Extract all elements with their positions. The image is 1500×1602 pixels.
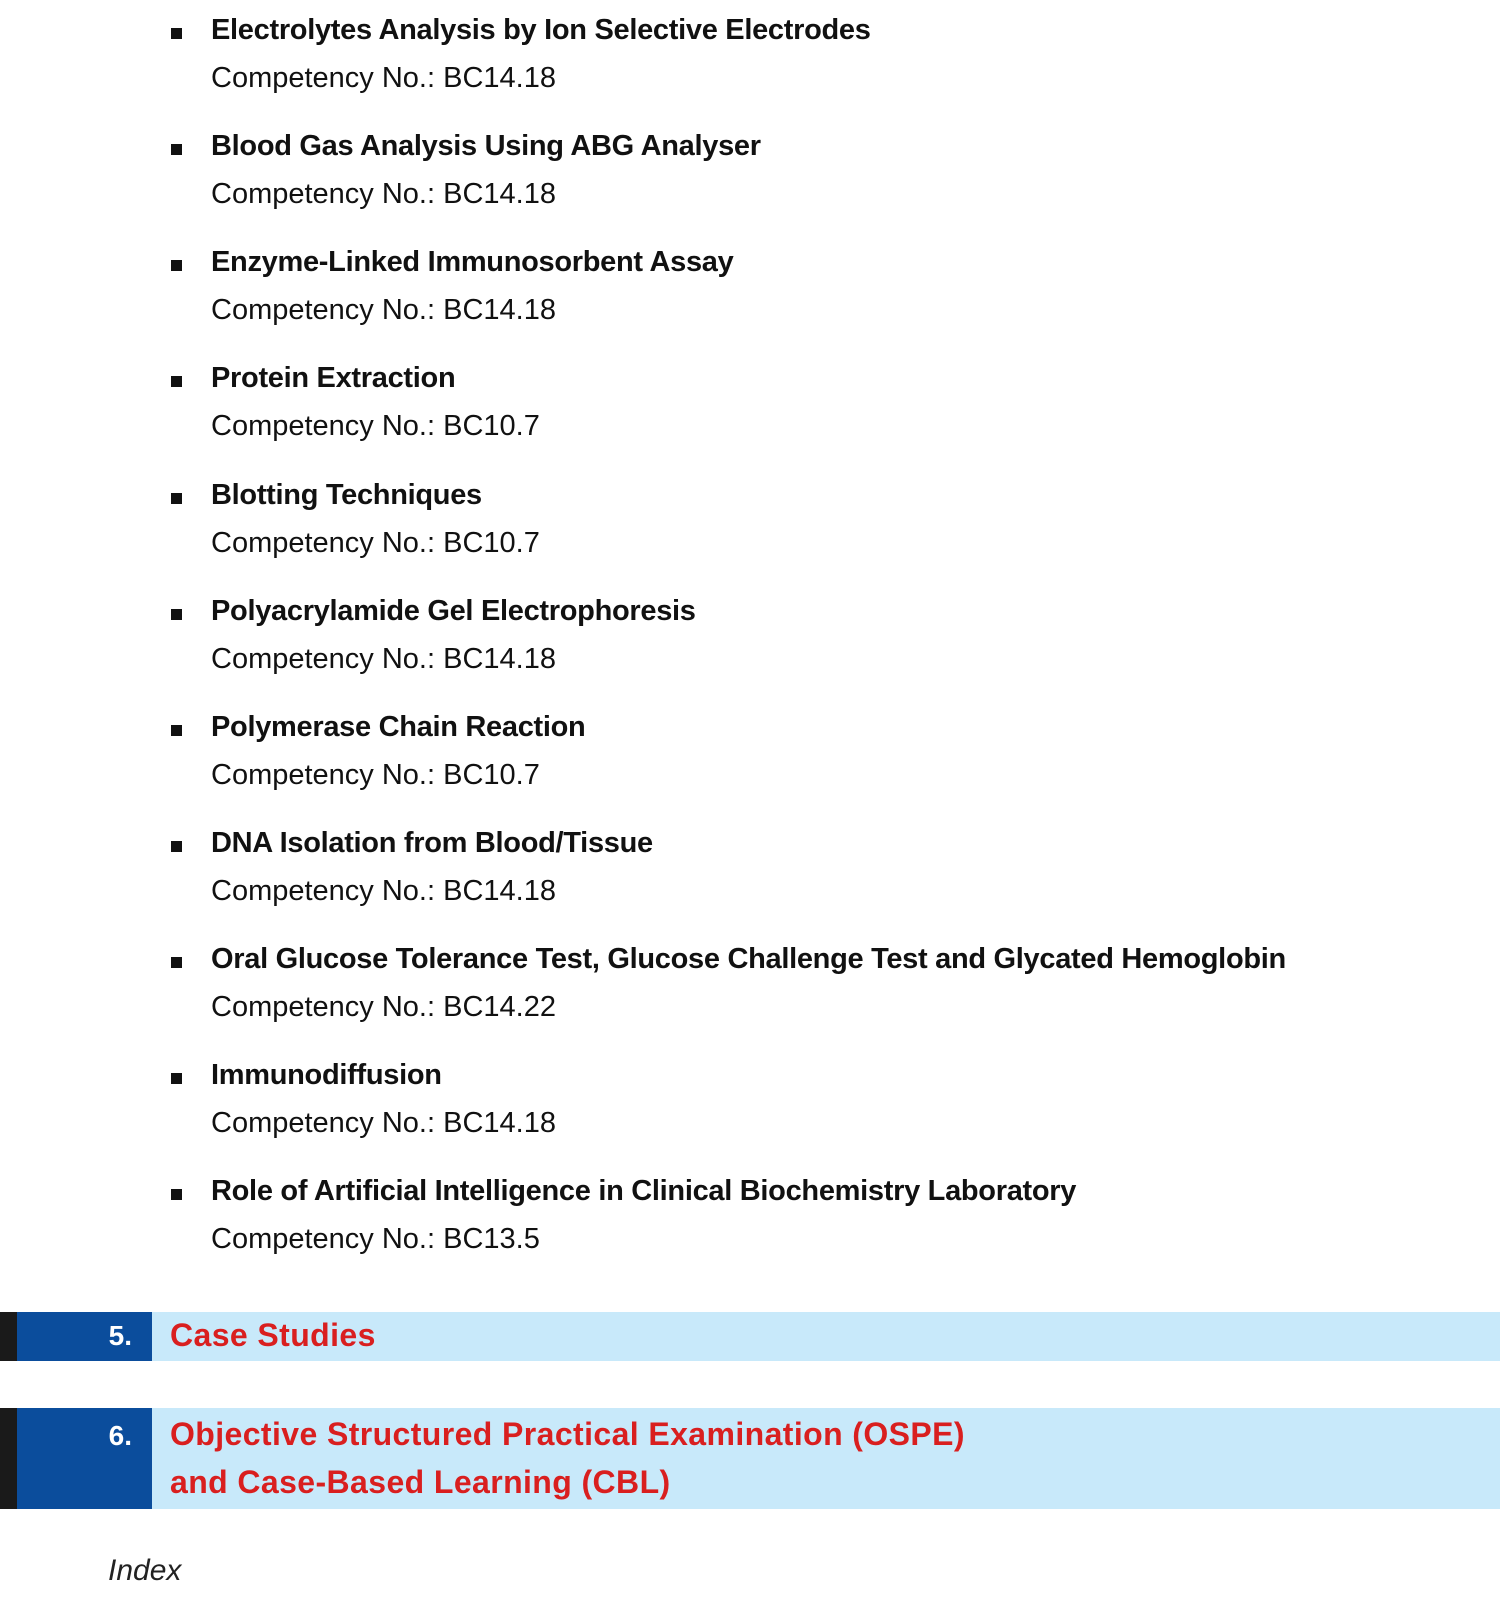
square-bullet-icon xyxy=(171,1073,182,1084)
square-bullet-icon xyxy=(171,144,182,155)
section-title: Case Studies xyxy=(170,1317,376,1353)
item-competency: Competency No.: BC14.18 xyxy=(211,62,556,94)
square-bullet-icon xyxy=(171,609,182,620)
list-item[interactable] xyxy=(0,232,1500,342)
item-title: Electrolytes Analysis by Ion Selective Electrodes xyxy=(211,14,871,46)
section-edge-bar xyxy=(0,1408,17,1509)
item-competency: Competency No.: BC14.18 xyxy=(211,294,556,326)
list-item[interactable] xyxy=(0,1161,1500,1271)
item-competency: Competency No.: BC10.7 xyxy=(211,759,540,791)
item-competency: Competency No.: BC14.18 xyxy=(211,1107,556,1139)
item-competency: Competency No.: BC14.18 xyxy=(211,178,556,210)
section-heading-5[interactable] xyxy=(0,1312,1500,1361)
section-number: 5. xyxy=(108,1320,132,1351)
index-link[interactable]: Index xyxy=(108,1554,182,1587)
square-bullet-icon xyxy=(171,957,182,968)
item-title: Protein Extraction xyxy=(211,362,456,394)
item-title: Oral Glucose Tolerance Test, Glucose Challenge Test and Glycated Hemoglobin xyxy=(211,943,1286,975)
section-title-line-1: Objective Structured Practical Examination (OSPE) xyxy=(170,1416,965,1452)
square-bullet-icon xyxy=(171,841,182,852)
section-number-box xyxy=(17,1312,152,1361)
item-title: Immunodiffusion xyxy=(211,1059,442,1091)
section-edge-bar xyxy=(0,1312,17,1361)
square-bullet-icon xyxy=(171,260,182,271)
item-competency: Competency No.: BC13.5 xyxy=(211,1223,540,1255)
item-competency: Competency No.: BC10.7 xyxy=(211,527,540,559)
section-title-line-2: and Case-Based Learning (CBL) xyxy=(170,1464,671,1500)
list-item[interactable] xyxy=(0,465,1500,575)
item-competency: Competency No.: BC14.18 xyxy=(211,875,556,907)
list-item[interactable] xyxy=(0,929,1500,1039)
item-title: Polyacrylamide Gel Electrophoresis xyxy=(211,595,696,627)
item-title: Blood Gas Analysis Using ABG Analyser xyxy=(211,130,761,162)
list-item[interactable] xyxy=(0,1045,1500,1155)
section-heading-6[interactable] xyxy=(0,1408,1500,1509)
list-item[interactable] xyxy=(0,813,1500,923)
item-competency: Competency No.: BC14.18 xyxy=(211,643,556,675)
item-title: Polymerase Chain Reaction xyxy=(211,711,586,743)
item-competency: Competency No.: BC14.22 xyxy=(211,991,556,1023)
list-item[interactable] xyxy=(0,348,1500,458)
list-item[interactable] xyxy=(0,116,1500,226)
item-competency: Competency No.: BC10.7 xyxy=(211,410,540,442)
item-title: Enzyme-Linked Immunosorbent Assay xyxy=(211,246,734,278)
square-bullet-icon xyxy=(171,1189,182,1200)
section-number: 6. xyxy=(108,1420,132,1451)
list-item[interactable] xyxy=(0,0,1500,110)
square-bullet-icon xyxy=(171,28,182,39)
list-item[interactable] xyxy=(0,581,1500,691)
item-title: Role of Artificial Intelligence in Clinical Biochemistry Laboratory xyxy=(211,1175,1077,1207)
square-bullet-icon xyxy=(171,376,182,387)
list-item[interactable] xyxy=(0,697,1500,807)
section-number-box xyxy=(17,1408,152,1509)
item-title: Blotting Techniques xyxy=(211,479,482,511)
square-bullet-icon xyxy=(171,493,182,504)
square-bullet-icon xyxy=(171,725,182,736)
item-title: DNA Isolation from Blood/Tissue xyxy=(211,827,653,859)
